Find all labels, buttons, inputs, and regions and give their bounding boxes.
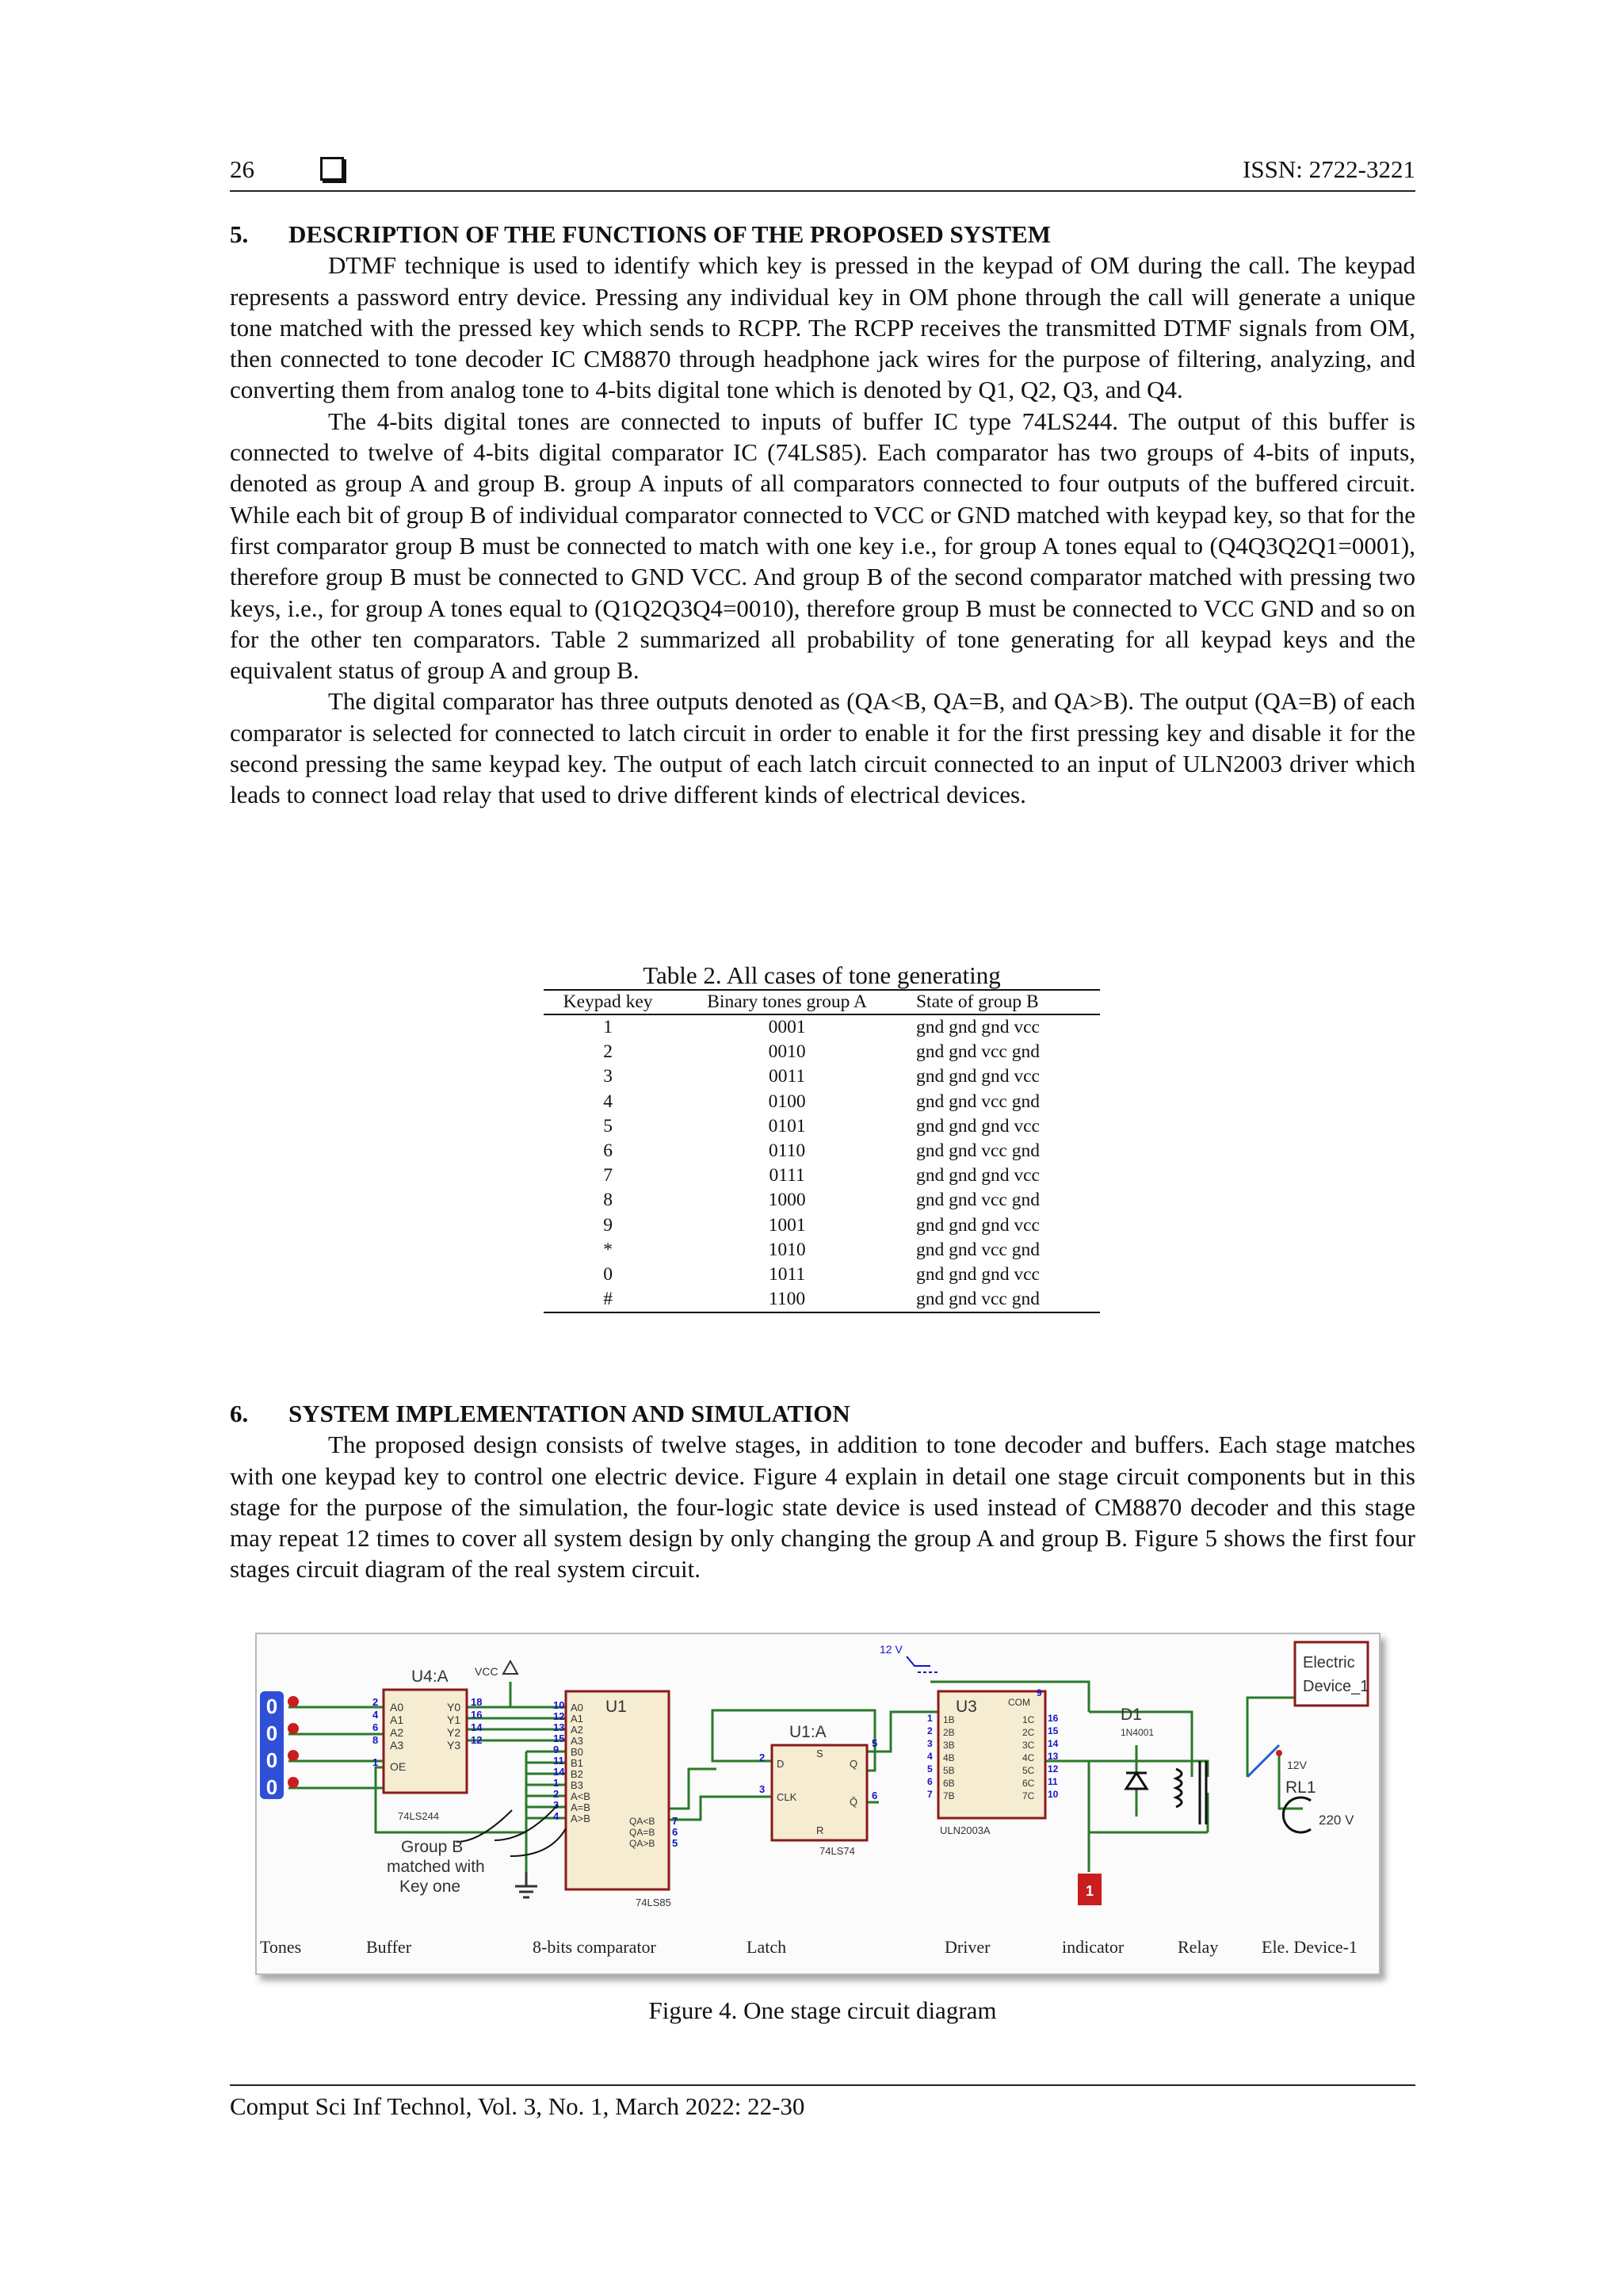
pin-number: 1 xyxy=(372,1756,379,1768)
logic-state-label: 0 xyxy=(265,1694,278,1718)
pin-label: Y3 xyxy=(447,1739,461,1752)
pin-label: A3 xyxy=(390,1739,404,1752)
checkbox-icon xyxy=(320,157,344,181)
pin-label: Y2 xyxy=(447,1726,461,1739)
ac-source xyxy=(1283,1797,1354,1832)
paragraph: The digital comparator has three outputs denoted as (QA<B, QA=B, and QA>B). The output (QA=B) of each comparator is selected for connected to latch circuit in order to enable it for the first pressing key and disable it for the second pressing the same keypad key. The output of each latch circuit connected to an input of ULN2003 driver which leads to connect load relay that used to drive different kinds of electrical devices. xyxy=(230,687,1415,809)
pin-number: 12 xyxy=(471,1734,483,1746)
stage-labels xyxy=(260,1937,1358,1957)
pin-number: 12 xyxy=(1048,1763,1059,1775)
table-row xyxy=(544,1188,1100,1213)
table-cell: 1011 xyxy=(769,1264,806,1286)
pin-label: CLK xyxy=(777,1791,797,1803)
table-header: Binary tones group A xyxy=(672,990,902,1014)
table-row xyxy=(544,1114,1100,1139)
chip-part: 74LS244 xyxy=(398,1810,440,1822)
chip-part: 74LS85 xyxy=(636,1897,671,1908)
table-cell: 0011 xyxy=(769,1066,806,1087)
pin-label: 5B xyxy=(943,1765,955,1776)
component-label: D1 xyxy=(1121,1706,1142,1724)
component-part: 1N4001 xyxy=(1121,1727,1155,1738)
table-cell: gnd gnd gnd vcc xyxy=(915,1115,1040,1137)
pin-number: 11 xyxy=(553,1755,564,1767)
pin-label: 4C xyxy=(1022,1752,1035,1763)
pin-number: 2 xyxy=(927,1725,933,1736)
pin-number: 4 xyxy=(927,1751,933,1762)
pin-label: 2B xyxy=(943,1727,955,1738)
pin-number: 13 xyxy=(553,1721,565,1733)
pin-label: 3B xyxy=(943,1740,955,1751)
table-row xyxy=(544,1040,1100,1064)
pin-label: A>B xyxy=(571,1813,590,1824)
pin-number: 6 xyxy=(672,1826,678,1838)
table-cell: gnd gnd gnd vcc xyxy=(915,1066,1040,1087)
pin-label: 6C xyxy=(1022,1778,1035,1789)
table-cell: 1100 xyxy=(672,1287,902,1312)
table-cell: # xyxy=(544,1287,672,1312)
pin-label: 6B xyxy=(943,1778,955,1789)
pin-number: 14 xyxy=(471,1721,483,1733)
logic-state-label: 0 xyxy=(265,1748,278,1772)
pin-number: 1 xyxy=(553,1777,559,1789)
chip-u3 xyxy=(927,1687,1059,1836)
table-cell: 0001 xyxy=(768,1017,806,1037)
pin-number: 9 xyxy=(1037,1687,1042,1698)
pin-label: A2 xyxy=(390,1726,404,1739)
pin-label: QA=B xyxy=(629,1827,655,1838)
pin-label: 4B xyxy=(943,1752,955,1763)
section-5-heading xyxy=(230,219,1415,250)
device-label: Electric xyxy=(1303,1654,1355,1671)
ground-icon xyxy=(515,1872,537,1897)
pin-label: A0 xyxy=(390,1701,404,1713)
pin-number: 10 xyxy=(1048,1789,1059,1800)
pin-label: D xyxy=(777,1758,785,1770)
pin-number: 8 xyxy=(372,1734,379,1746)
paragraph: The 4-bits digital tones are connected to inputs of buffer IC type 74LS244. The output of this buffer is connected to twelve of 4-bits digital comparator IC (74LS85). Each comparator has two groups of 4-bits of inputs, denoted as group A and group B. group A inputs of all comparators connected to four outputs of the buffered circuit. While each bit of group B of individual comparator connected to VCC or GND matched with keypad key, so that for the first comparator group B must be connected to match with one key i.e., for group A tones equal to (Q4Q3Q2Q1=0001), therefore group B must be connected to GND VCC. And group B of the second comparator matched with pressing two keys, i.e., for group A tones equal to (Q1Q2Q3Q4=0010), therefore group B must be connected to VCC GND and so on for the other ten comparators. Table 2 summarized all probability of tone generating for all keypad keys and the equivalent status of group A and group B. xyxy=(230,407,1415,685)
pin-label: Y0 xyxy=(447,1701,461,1713)
ac-label: 220 V xyxy=(1319,1813,1354,1828)
section-6-heading xyxy=(230,1398,1415,1429)
table-cell: 0111 xyxy=(769,1165,805,1186)
chip-part: ULN2003A xyxy=(940,1824,991,1836)
table-cell: 0 xyxy=(603,1264,613,1286)
section-number: 6. xyxy=(230,1400,249,1427)
pin-number: 3 xyxy=(927,1738,933,1749)
stage-label: Driver xyxy=(945,1937,991,1957)
table-row xyxy=(544,1139,1100,1163)
pin-number: 4 xyxy=(372,1709,379,1721)
pin-number: 18 xyxy=(471,1696,483,1708)
pin-label: A=B xyxy=(571,1801,590,1813)
stage-label: Latch xyxy=(747,1937,787,1957)
table-cell: 1 xyxy=(603,1017,613,1037)
table-cell: 5 xyxy=(603,1115,613,1137)
table-row xyxy=(544,1064,1100,1089)
chip-label: U1:A xyxy=(789,1723,827,1741)
section-5 xyxy=(230,219,1415,811)
pin-number: 15 xyxy=(1048,1725,1059,1736)
table-row xyxy=(544,1014,1100,1040)
pin-number: 3 xyxy=(759,1783,766,1795)
figure-caption: Figure 4. One stage circuit diagram xyxy=(648,1996,997,2024)
pin-label: OE xyxy=(390,1760,407,1773)
table-cell: 1001 xyxy=(768,1214,806,1236)
annotation-text: Group B xyxy=(401,1838,464,1856)
table-cell: 4 xyxy=(603,1091,613,1112)
pin-label: 1C xyxy=(1022,1714,1035,1725)
table-cell: 9 xyxy=(603,1214,613,1236)
table-row xyxy=(544,1287,1100,1312)
table-row xyxy=(544,1090,1100,1114)
table-cell: 0100 xyxy=(768,1091,806,1112)
annotation-text: Key one xyxy=(399,1878,461,1896)
pin-label: B3 xyxy=(571,1779,583,1791)
pin-label: B2 xyxy=(571,1768,583,1780)
indicator-lamp xyxy=(1078,1874,1102,1905)
chip-label: U4:A xyxy=(411,1668,449,1686)
table-cell: gnd gnd vcc gnd xyxy=(915,1190,1040,1211)
table-cell: gnd gnd gnd vcc xyxy=(915,1214,1040,1236)
stage-label: Ele. Device-1 xyxy=(1262,1937,1358,1957)
table-cell: 2 xyxy=(603,1041,613,1063)
table-cell: gnd gnd vcc gnd xyxy=(915,1140,1040,1162)
pin-label: QA>B xyxy=(629,1838,655,1849)
pin-number: 5 xyxy=(672,1837,678,1849)
pin-label: S xyxy=(816,1748,823,1759)
page-header xyxy=(230,155,1415,192)
table-2 xyxy=(544,962,1100,1313)
pin-label: QA<B xyxy=(629,1816,655,1827)
stage-label: Buffer xyxy=(366,1937,412,1957)
pin-number: 4 xyxy=(553,1810,559,1822)
issn: ISSN: 2722-3221 xyxy=(1243,155,1415,183)
tones-table xyxy=(544,989,1100,1313)
table-header: Keypad key xyxy=(544,990,672,1014)
table-cell: 0110 xyxy=(769,1140,806,1162)
table-cell: 3 xyxy=(603,1066,613,1087)
pin-number: 7 xyxy=(927,1789,933,1800)
pin-number: 9 xyxy=(553,1744,559,1755)
pin-label: A1 xyxy=(390,1713,404,1726)
pin-number: 16 xyxy=(471,1709,483,1721)
page-footer xyxy=(230,2084,1415,2121)
paragraph: DTMF technique is used to identify which key is pressed in the keypad of OM during the call. The keypad represents a password entry device. Pressing any individual key in OM phone through the call will generate a unique tone matched with the pressed key which sends to RCPP. The RCPP receives the transmitted DTMF signals from OM, then connected to tone decoder IC CM8870 through headphone jack wires for the purpose of filtering, analyzing, and converting them from analog tone to 4-bits digital tone which is denoted by Q1, Q2, Q3, and Q4. xyxy=(230,251,1415,404)
annotation-text: matched with xyxy=(387,1858,485,1876)
relay-voltage: 12V xyxy=(1287,1759,1307,1771)
section-title: SYSTEM IMPLEMENTATION AND SIMULATION xyxy=(288,1400,850,1427)
chip-label: U3 xyxy=(956,1698,977,1716)
electric-device xyxy=(1295,1642,1369,1706)
pin-number: 15 xyxy=(553,1733,565,1744)
table-cell: 1000 xyxy=(768,1190,806,1211)
table-cell: 7 xyxy=(603,1165,613,1186)
relay-label: RL1 xyxy=(1285,1778,1316,1797)
footer-text: Comput Sci Inf Technol, Vol. 3, No. 1, March 2022: 22-30 xyxy=(230,2092,805,2120)
table-cell: 6 xyxy=(603,1140,613,1162)
pin-label: 1B xyxy=(943,1714,955,1725)
table-header: State of group B xyxy=(902,990,1100,1014)
table-cell: 1010 xyxy=(768,1239,806,1260)
paragraph: The proposed design consists of twelve stages, in addition to tone decoder and buffers. Each stage matches with one keypad key to control one electric device. Figure 4 explain in detail one stage circuit components but in this stage for the purpose of the simulation, the four-logic state device is used instead of CM8870 decoder and this stage may repeat 12 times to cover all system design by only changing the group A and group B. Figure 5 shows the first four stages circuit diagram of the real system circuit. xyxy=(230,1431,1415,1584)
pin-label: A3 xyxy=(571,1735,583,1747)
pin-number: 5 xyxy=(872,1737,878,1749)
table-row xyxy=(544,1263,1100,1287)
indicator-label: 1 xyxy=(1085,1883,1094,1899)
device-label: Device_1 xyxy=(1303,1678,1369,1695)
table-cell: gnd gnd vcc gnd xyxy=(902,1287,1100,1312)
table-cell: 8 xyxy=(603,1190,613,1211)
pin-number: 6 xyxy=(927,1776,933,1787)
table-cell: gnd gnd gnd vcc xyxy=(915,1264,1040,1286)
stage-label: Relay xyxy=(1178,1937,1219,1957)
table-caption: Table 2. All cases of tone generating xyxy=(643,961,1001,989)
pin-label: COM xyxy=(1008,1697,1030,1708)
pin-number: 13 xyxy=(1048,1751,1059,1762)
pin-label: 3C xyxy=(1022,1740,1035,1751)
pin-label: A0 xyxy=(571,1702,583,1713)
pin-number: 3 xyxy=(553,1799,559,1811)
pin-number: 2 xyxy=(553,1788,559,1800)
pin-label: Q̄ xyxy=(850,1796,858,1808)
power-supply xyxy=(880,1643,938,1672)
table-cell: * xyxy=(603,1239,613,1260)
pin-number: 6 xyxy=(872,1790,878,1801)
table-cell: gnd gnd vcc gnd xyxy=(915,1091,1040,1112)
chip-u1 xyxy=(553,1691,678,1908)
pin-number: 2 xyxy=(372,1696,379,1708)
pin-number: 16 xyxy=(1048,1713,1059,1724)
table-cell: 0010 xyxy=(768,1041,806,1063)
pin-number: 14 xyxy=(553,1766,565,1778)
section-6 xyxy=(230,1398,1415,1585)
pin-label: 5C xyxy=(1022,1765,1035,1776)
pin-number: 10 xyxy=(553,1699,565,1711)
table-cell: gnd gnd vcc gnd xyxy=(915,1239,1040,1260)
table-cell: 0101 xyxy=(768,1115,806,1137)
vcc-label: VCC xyxy=(475,1665,498,1678)
pin-number: 2 xyxy=(759,1752,766,1763)
table-row xyxy=(544,1163,1100,1188)
pin-label: A2 xyxy=(571,1724,583,1736)
pin-label: Q xyxy=(850,1758,858,1770)
table-row xyxy=(544,1238,1100,1263)
chip-label: U1 xyxy=(605,1698,627,1716)
pin-label: 2C xyxy=(1022,1727,1035,1738)
chip-u4a xyxy=(372,1665,498,1822)
pin-number: 12 xyxy=(553,1710,565,1722)
pin-number: 7 xyxy=(672,1815,678,1827)
vcc-icon xyxy=(503,1661,517,1674)
pin-number: 11 xyxy=(1048,1776,1058,1787)
pin-number: 14 xyxy=(1048,1738,1059,1749)
pin-label: B1 xyxy=(571,1757,583,1769)
table-cell: gnd gnd gnd vcc xyxy=(915,1017,1040,1037)
logic-state-label: 0 xyxy=(265,1721,278,1745)
table-row xyxy=(544,1213,1100,1238)
chip-part: 74LS74 xyxy=(819,1845,855,1857)
pin-label: R xyxy=(816,1824,824,1836)
page-number: 26 xyxy=(230,155,254,183)
pin-label: 7B xyxy=(943,1790,955,1801)
pin-label: B0 xyxy=(571,1746,583,1758)
relay-switch xyxy=(1247,1745,1316,1797)
table-cell: gnd gnd gnd vcc xyxy=(915,1165,1040,1186)
table-cell: gnd gnd vcc gnd xyxy=(915,1041,1040,1063)
pin-label: A1 xyxy=(571,1713,583,1725)
chip-u1a xyxy=(759,1723,877,1857)
pin-label: Y1 xyxy=(447,1713,461,1726)
pin-number: 1 xyxy=(927,1713,933,1724)
section-title: DESCRIPTION OF THE FUNCTIONS OF THE PROPOSED SYSTEM xyxy=(288,220,1052,248)
stage-label: 8-bits comparator xyxy=(533,1937,656,1957)
stage-label: Tones xyxy=(260,1937,302,1957)
power-label: 12 V xyxy=(880,1643,903,1656)
figure-4-circuit xyxy=(255,1633,1381,1975)
logic-state-label: 0 xyxy=(265,1775,278,1799)
pin-number: 5 xyxy=(927,1763,933,1775)
section-number: 5. xyxy=(230,220,249,248)
pin-number: 6 xyxy=(372,1721,379,1733)
pin-label: 7C xyxy=(1022,1790,1035,1801)
pin-label: A<B xyxy=(571,1790,590,1802)
stage-label: indicator xyxy=(1062,1937,1125,1957)
